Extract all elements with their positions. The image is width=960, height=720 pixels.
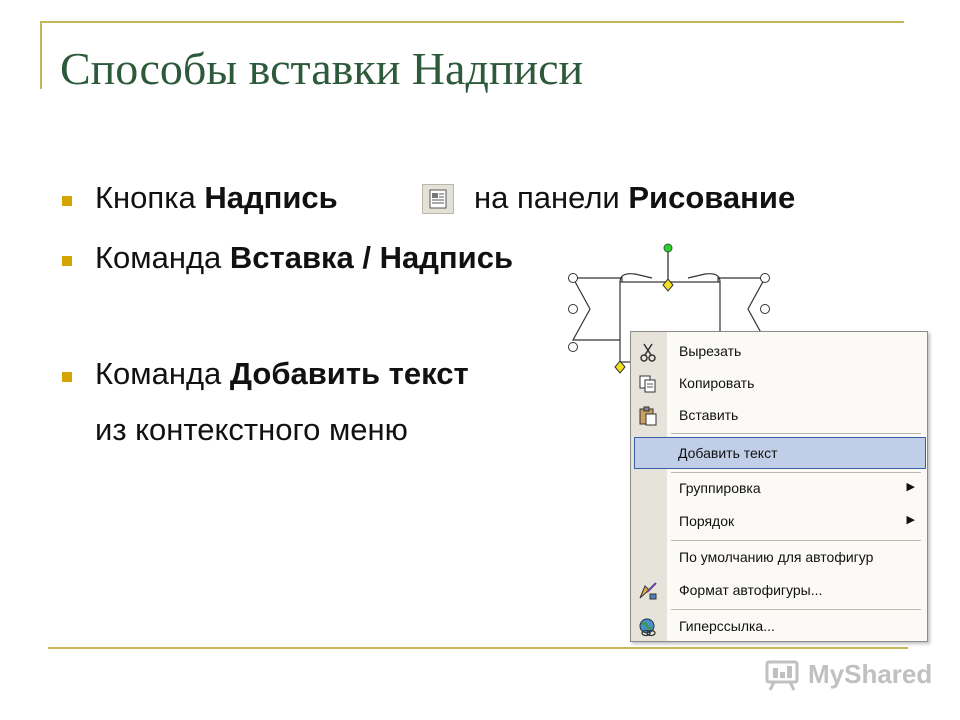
menu-item-paste[interactable] xyxy=(635,401,923,431)
menu-item-label: Гиперссылка... xyxy=(679,618,775,634)
slide-title: Способы вставки Надписи xyxy=(60,43,584,94)
textbox-toolbar-icon[interactable] xyxy=(422,184,454,214)
menu-item-cut[interactable] xyxy=(635,337,923,367)
bullet-marker xyxy=(62,196,72,206)
watermark-text: MyShared xyxy=(808,659,933,689)
left-rule xyxy=(40,21,42,89)
bullet-3-prefix: Команда xyxy=(95,356,230,391)
bullet-1-mid: на панели xyxy=(474,180,629,215)
menu-item-grouping[interactable] xyxy=(635,474,923,504)
context-menu xyxy=(630,331,928,642)
submenu-arrow-icon: ▶ xyxy=(906,481,915,493)
menu-separator xyxy=(671,472,921,473)
bullet-1-bold2: Рисование xyxy=(628,180,796,215)
submenu-arrow-icon: ▶ xyxy=(906,514,915,526)
bullet-2-prefix: Команда xyxy=(95,240,230,275)
bullet-1-bold: Надпись xyxy=(204,180,338,215)
menu-separator xyxy=(671,540,921,541)
format-shape-icon xyxy=(637,580,659,602)
bullet-marker xyxy=(62,256,72,266)
menu-item-label: По умолчанию для автофигур xyxy=(679,549,874,565)
menu-item-label: Вырезать xyxy=(679,343,742,359)
bullet-3-continuation: из контекстного меню xyxy=(95,412,408,447)
menu-item-hyperlink[interactable] xyxy=(635,612,923,642)
menu-item-label: Порядок xyxy=(679,513,735,529)
menu-item-label: Копировать xyxy=(679,375,755,391)
paste-icon xyxy=(637,405,659,427)
bullet-2-bold: Вставка / Надпись xyxy=(229,240,514,275)
menu-separator xyxy=(671,609,921,610)
menu-item-default-autoshape[interactable] xyxy=(635,543,923,573)
bottom-rule xyxy=(48,647,908,649)
bullet-1-suffix xyxy=(474,180,795,216)
bullet-1-text xyxy=(95,180,338,216)
bullet-1-prefix: Кнопка xyxy=(95,180,205,215)
copy-icon xyxy=(637,373,659,395)
bullet-3-text xyxy=(95,356,469,392)
menu-item-label: Формат автофигуры... xyxy=(679,582,823,598)
top-rule xyxy=(40,21,904,23)
menu-item-format-autoshape[interactable] xyxy=(635,576,923,606)
menu-item-add-text[interactable] xyxy=(634,437,926,469)
bullet-3-bold: Добавить текст xyxy=(229,356,469,391)
menu-item-copy[interactable] xyxy=(635,369,923,399)
hyperlink-icon xyxy=(637,616,659,638)
bullet-2-text xyxy=(95,240,513,276)
menu-item-label: Вставить xyxy=(679,407,739,423)
menu-item-label: Группировка xyxy=(679,480,761,496)
menu-separator xyxy=(671,433,921,434)
bullet-marker xyxy=(62,372,72,382)
menu-item-order[interactable] xyxy=(635,507,923,537)
menu-item-label: Добавить текст xyxy=(678,445,778,461)
scissors-icon xyxy=(637,341,659,363)
